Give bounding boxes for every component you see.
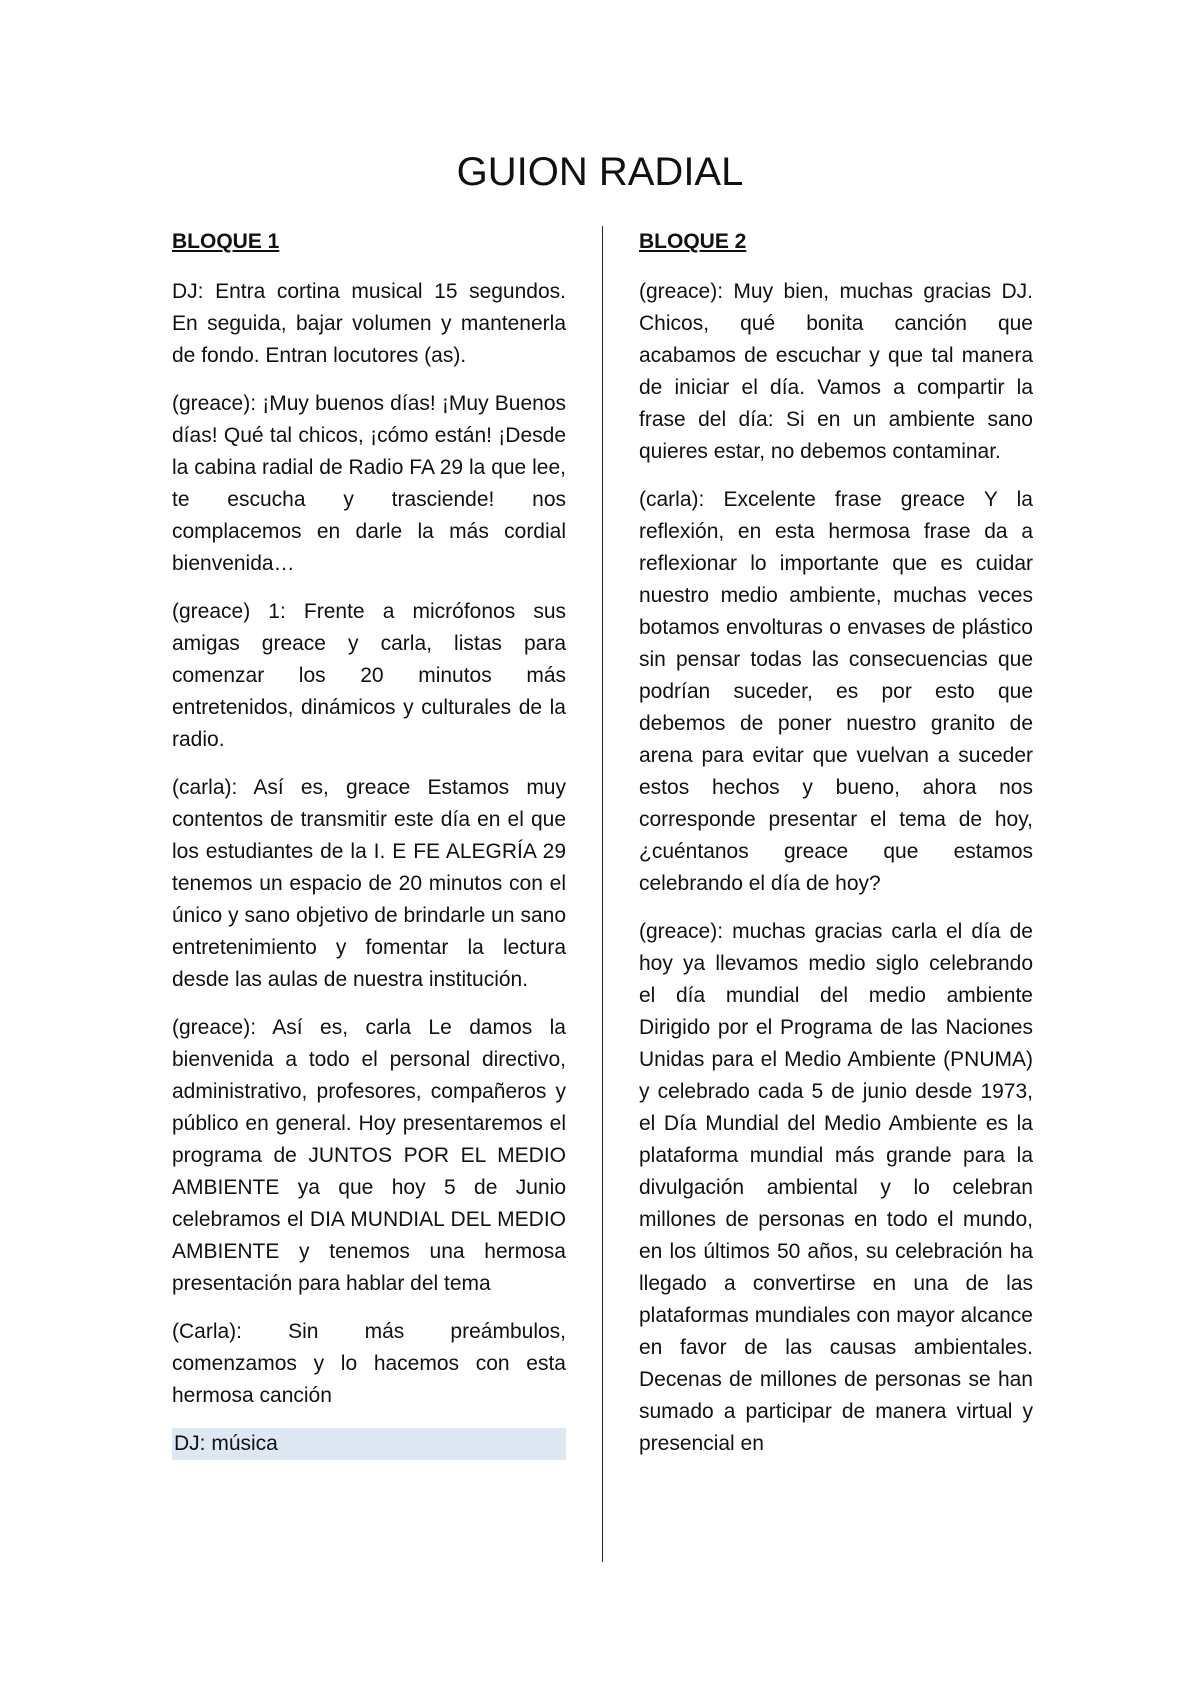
column-divider — [602, 226, 603, 1562]
paragraph: (carla): Excelente frase greace Y la reflexión, en esta hermosa frase da a reflexionar lo importante que es cuidar nuestro medio ambiente, muchas veces botamos envolturas o envases de plástico sin pensar todas las consecuencias que podrían suceder, es por esto que debemos de poner nuestro granito de arena para evitar que vuelvan a suceder estos hechos y bueno, ahora nos corresponde presentar el tema de hoy, ¿cuéntanos greace que estamos celebrando el día de hoy? — [639, 488, 1033, 895]
paragraph: (carla): Así es, greace Estamos muy contentos de transmitir este día en el que los estudiantes de la I. E FE ALEGRÍA 29 tenemos un espacio de 20 minutos con el único y sano objetivo de brindarle un sano entretenimiento y fomentar la lectura desde las aulas de nuestra institución. — [172, 776, 566, 991]
paragraph: (Carla): Sin más preámbulos, comenzamos y lo hacemos con esta hermosa canción — [172, 1320, 566, 1407]
document-title: GUION RADIAL — [456, 150, 744, 194]
section-heading-bloque-1: BLOQUE 1 — [172, 230, 280, 253]
paragraph: (greace) 1: Frente a micrófonos sus amigas greace y carla, listas para comenzar los 20 minutos más entretenidos, dinámicos y culturales de la radio. — [172, 600, 566, 751]
paragraph: DJ: Entra cortina musical 15 segundos. En seguida, bajar volumen y mantenerla de fondo. Entran locutores (as). — [172, 280, 566, 367]
paragraph: (greace): ¡Muy buenos días! ¡Muy Buenos días! Qué tal chicos, ¡cómo están! ¡Desde la cabina radial de Radio FA 29 la que lee, te escucha y trasciende! nos complacemos en darle la más cordial bienvenida… — [172, 392, 566, 575]
left-column — [172, 228, 566, 1476]
paragraph: (greace): Así es, carla Le damos la bienvenida a todo el personal directivo, administrativo, profesores, compañeros y público en general. Hoy presentaremos el programa de JUNTOS POR EL MEDIO AMBIENTE ya que hoy 5 de Junio celebramos el DIA MUNDIAL DEL MEDIO AMBIENTE y tenemos una hermosa presentación para hablar del tema — [172, 1016, 566, 1295]
paragraph: (greace): Muy bien, muchas gracias DJ. Chicos, qué bonita canción que acabamos de escuchar y que tal manera de iniciar el día. Vamos a compartir la frase del día: Si en un ambiente sano quieres estar, no debemos contaminar. — [639, 280, 1033, 463]
dj-music-cue: DJ: música — [172, 1428, 566, 1460]
section-heading-bloque-2: BLOQUE 2 — [639, 230, 747, 253]
right-column — [639, 228, 1033, 1476]
paragraph: (greace): muchas gracias carla el día de hoy ya llevamos medio siglo celebrando el día mundial del medio ambiente Dirigido por el Programa de las Naciones Unidas para el Medio Ambiente (PNUMA) y celebrado cada 5 de junio desde 1973, el Día Mundial del Medio Ambiente es la plataforma mundial más grande para la divulgación ambiental y lo celebran millones de personas en todo el mundo, en los últimos 50 años, su celebración ha llegado a convertirse en una de las plataformas mundiales con mayor alcance en favor de las causas ambientales. Decenas de millones de personas se han sumado a participar de manera virtual y presencial en — [639, 920, 1033, 1455]
